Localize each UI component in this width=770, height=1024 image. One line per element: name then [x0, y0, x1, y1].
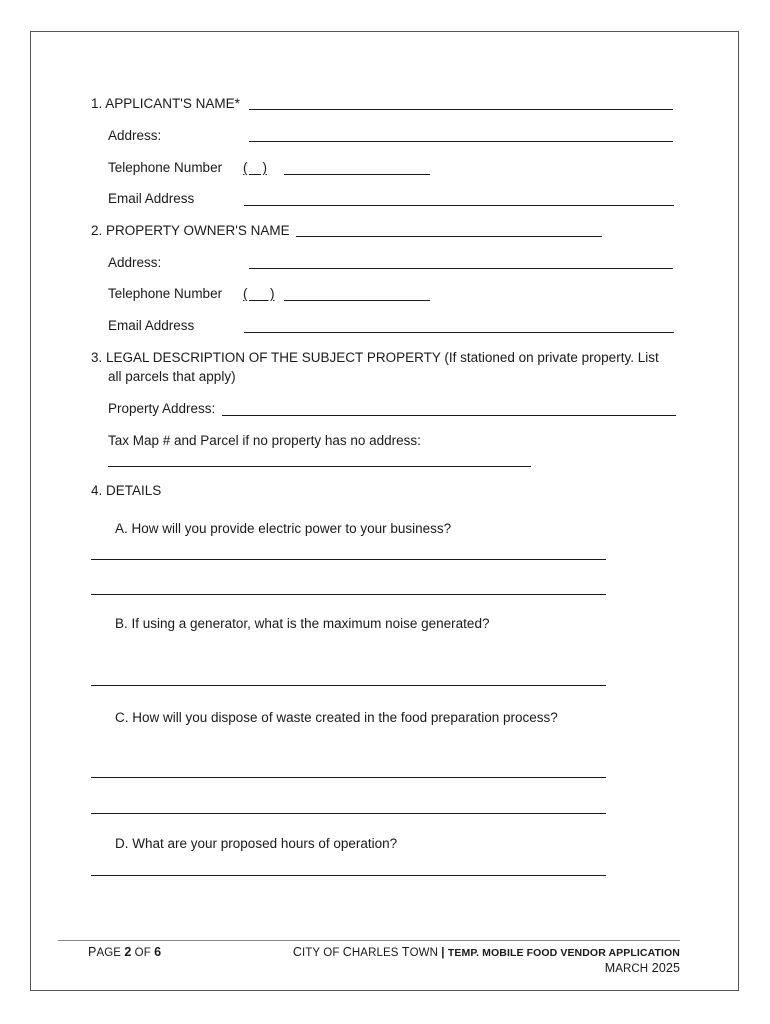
page-number: PAGE 2 OF 6: [88, 945, 162, 959]
tax-map-label: Tax Map # and Parcel if no property has no address:: [108, 433, 421, 448]
answer-b-line[interactable]: [91, 685, 606, 686]
legal-description-heading-cont: all parcels that apply): [108, 369, 236, 384]
footer-document-title: CITY OF CHARLES TOWN | TEMP. MOBILE FOOD VENDOR APPLICATION: [292, 945, 680, 959]
answer-c-line-2[interactable]: [91, 813, 606, 814]
question-c: C. How will you dispose of waste created in the food preparation process?: [115, 710, 558, 725]
details-heading: 4. DETAILS: [91, 483, 162, 498]
owner-email-label: Email Address: [108, 318, 195, 333]
applicant-address-field[interactable]: [249, 141, 673, 142]
footer-date: MARCH 2025: [604, 961, 680, 975]
tax-map-field[interactable]: [108, 466, 531, 467]
legal-description-heading: 3. LEGAL DESCRIPTION OF THE SUBJECT PROPERTY (If stationed on private property. List: [91, 350, 659, 365]
owner-email-field[interactable]: [244, 332, 674, 333]
question-d: D. What are your proposed hours of operation?: [115, 836, 398, 851]
applicant-phone-area-code[interactable]: ( _ ): [243, 160, 268, 175]
owner-address-field[interactable]: [249, 268, 673, 269]
applicant-address-label: Address:: [108, 128, 162, 143]
applicant-email-field[interactable]: [244, 205, 674, 206]
property-owner-name-field[interactable]: [296, 236, 602, 237]
footer-divider: [58, 940, 680, 941]
question-a: A. How will you provide electric power to your business?: [115, 521, 452, 536]
owner-phone-field[interactable]: [284, 300, 430, 301]
owner-phone-label: Telephone Number: [108, 286, 223, 301]
answer-a-line-2[interactable]: [91, 594, 606, 595]
applicant-phone-label: Telephone Number: [108, 160, 223, 175]
owner-phone-area-code[interactable]: ( ): [243, 286, 275, 301]
applicant-email-label: Email Address: [108, 191, 195, 206]
property-address-label: Property Address:: [108, 401, 216, 416]
applicant-name-label: 1. APPLICANT'S NAME*: [91, 96, 240, 111]
applicant-phone-field[interactable]: [284, 174, 430, 175]
applicant-name-field[interactable]: [249, 109, 673, 110]
owner-address-label: Address:: [108, 255, 162, 270]
property-owner-name-label: 2. PROPERTY OWNER'S NAME: [91, 223, 290, 238]
answer-a-line-1[interactable]: [91, 559, 606, 560]
answer-c-line-1[interactable]: [91, 777, 606, 778]
answer-d-line[interactable]: [91, 875, 606, 876]
question-b: B. If using a generator, what is the maximum noise generated?: [115, 616, 490, 631]
property-address-field[interactable]: [222, 415, 676, 416]
